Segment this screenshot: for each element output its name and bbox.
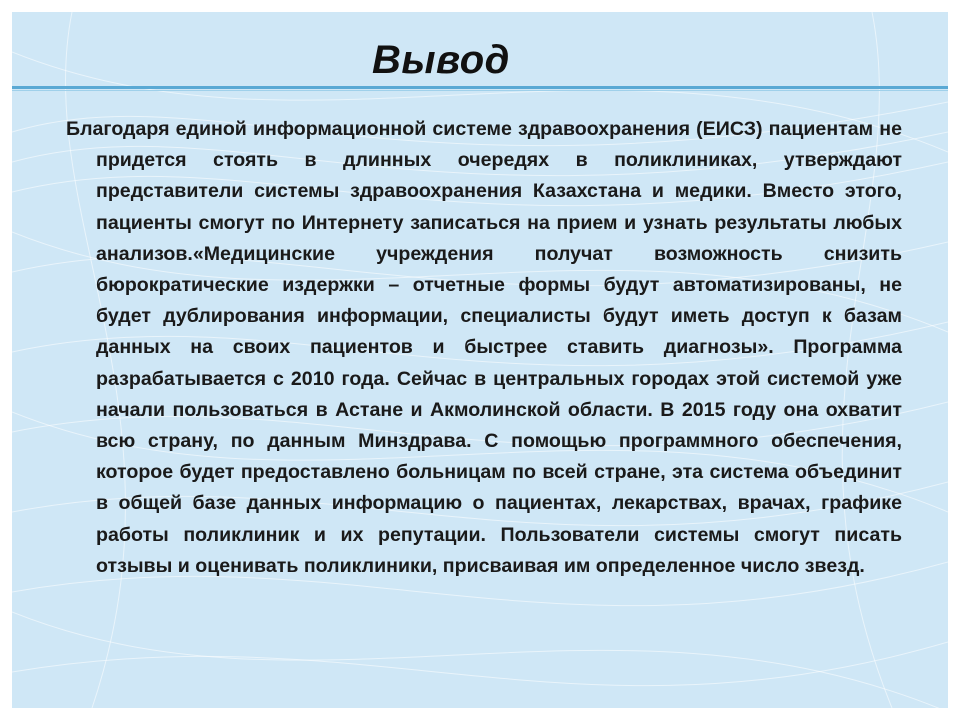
title-divider-thin — [12, 90, 948, 91]
title-divider — [12, 86, 948, 89]
slide-title: Вывод — [372, 38, 510, 82]
slide-body-text: Благодаря единой информационной системе здравоохранения (ЕИСЗ) пациентам не придется стоять в длинных очередях в поликлиниках, утверждают представители системы здравоохранения Казахстана и медики. Вместо этого, пациенты смогут по Интернету записаться на прием и узнать результаты любых анализов.«Медицинские учреждения получат возможность снизить бюрократические издержки – отчетные формы будут автоматизированы, не будет дублирования информации, специалисты будут иметь доступ к базам данных на своих пациентов и быстрее ставить диагнозы». Программа разрабатывается с 2010 года. Сейчас в центральных городах этой системой уже начали пользоваться в Астане и Акмолинской области. В 2015 году она охватит всю страну, по данным Минздрава. С помощью программного обеспечения, которое будет предоставлено больницам по всей стране, эта система объединит в общей базе данных информацию о пациентах, лекарствах, врачах, графике работы поликлиник и их репутации. Пользователи системы смогут писать отзывы и оценивать поликлиники, присваивая им определенное число звезд. — [66, 118, 902, 577]
